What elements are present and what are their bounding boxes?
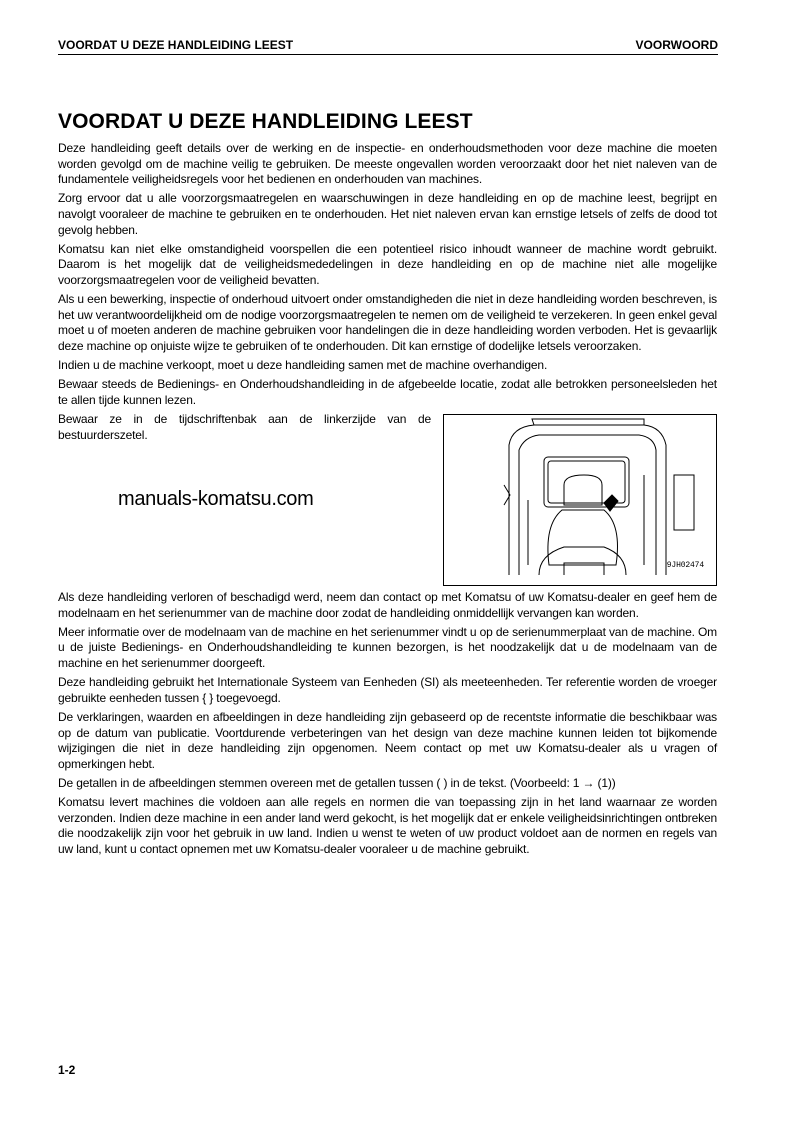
- paragraph: De verklaringen, waarden en afbeeldingen in deze handleiding zijn gebaseerd op de recentste informatie die beschikbaar was op de datum van publicatie. Voortdurende verbeteringen van het design van deze machine kunnen leiden tot bijkomende wijzigingen die niet in deze handleiding zijn opgenomen. Neem contact op met uw Komatsu-dealer als u vragen of opmerkingen hebt.: [58, 710, 717, 771]
- header-chapter-title: VOORWOORD: [635, 38, 718, 52]
- page-number: 1-2: [58, 1063, 76, 1077]
- page-title: VOORDAT U DEZE HANDLEIDING LEEST: [58, 110, 473, 133]
- header-section-title: VOORDAT U DEZE HANDLEIDING LEEST: [58, 38, 294, 52]
- figure-code: 9JH02474: [666, 561, 704, 571]
- paragraph: Deze handleiding gebruikt het Internationale Systeem van Eenheden (SI) als meeteenheden. Ter referentie worden de vroeger gebruikte eenheden tussen { } toegevoegd.: [58, 675, 717, 705]
- paragraph: Bewaar steeds de Bedienings- en Onderhoudshandleiding in de afgebeelde locatie, zodat alle betrokken personeelsleden het te allen tijde kunnen lezen.: [58, 377, 717, 407]
- figure-text-column: [58, 412, 431, 586]
- paragraph: Deze handleiding geeft details over de werking en de inspectie- en onderhoudsmethoden voor deze machine die moeten worden gevolgd om de machine veilig te gebruiken. De meeste ongevallen worden veroorzaakt door het niet naleven van de fundamentele veiligheidsregels voor het bedienen en onderhouden van machines.: [58, 141, 717, 187]
- paragraph: Meer informatie over de modelnaam van de machine en het serienummer vindt u op de serienummerplaat van de machine. Om u de juiste Bedienings- en Onderhoudshandleiding te kunnen bezorgen, is het noodzakelijk dat u de modelnaam van de machine en het serienummer doorgeeft.: [58, 624, 717, 671]
- figure-paragraph: Bewaar ze in de tijdschriftenbak aan de linkerzijde van de bestuurderszetel.: [58, 412, 431, 442]
- paragraph: De getallen in de afbeeldingen stemmen overeen met de getallen tussen ( ) in de tekst. (Voorbeeld: 1 → (1)): [58, 775, 616, 790]
- paragraph: Zorg ervoor dat u alle voorzorgsmaatregelen en waarschuwingen in deze handleiding en op de machine leest, begrijpt en navolgt vooraleer de machine te gebruiken en te onderhouden. Het niet naleven ervan kan ernstige letsels of zelfs de dood tot gevolg hebben.: [58, 191, 717, 237]
- paragraph: Indien u de machine verkoopt, moet u deze handleiding samen met de machine overhandigen.: [58, 358, 548, 373]
- figure-section: [58, 412, 717, 586]
- paragraph: Komatsu levert machines die voldoen aan alle regels en normen die van toepassing zijn in het land waarnaar ze worden verzonden. Indien deze machine in een ander land werd gekocht, is het mogelijk dat er enkele veiligheidsinrichtingen ontbreken die noodzakelijk zijn voor het gebruik in uw land. Indien u wenst te weten of uw product voldoet aan de normen en regels van uw land, kunt u contact opnemen met uw Komatsu-dealer vooraleer u de machine gebruikt.: [58, 795, 717, 856]
- watermark: manuals-komatsu.com: [118, 487, 314, 510]
- paragraph: Als deze handleiding verloren of beschadigd werd, neem dan contact op met Komatsu of uw Komatsu-dealer en geef hem de modelnaam en het serienummer van de machine door zodat de handleiding onmiddellijk vervangen kan worden.: [58, 590, 717, 620]
- document-body: [58, 141, 717, 861]
- cab-illustration: [443, 414, 717, 586]
- running-header: [58, 38, 718, 55]
- paragraph: Komatsu kan niet elke omstandigheid voorspellen die een potentieel risico inhoudt wanneer de machine wordt gebruikt. Daarom is het mogelijk dat de veiligheidsmededelingen in deze handleiding en op de machine niet alle mogelijke voorzorgsmaatregelen voor de veiligheid bevatten.: [58, 241, 717, 287]
- paragraph: Als u een bewerking, inspectie of onderhoud uitvoert onder omstandigheden die niet in deze handleiding worden beschreven, is het uw verantwoordelijkheid om de nodige voorzorgsmaatregelen te nemen om de veiligheid te verzekeren. In geen enkel geval moet u of moeten anderen de machine gebruiken voor handelingen die in deze handleiding worden verboden. Het is gevaarlijk deze machine op onjuiste wijze te gebruiken of te onderhouden. Dit kan ernstige of dodelijke letsels veroorzaken.: [58, 292, 717, 353]
